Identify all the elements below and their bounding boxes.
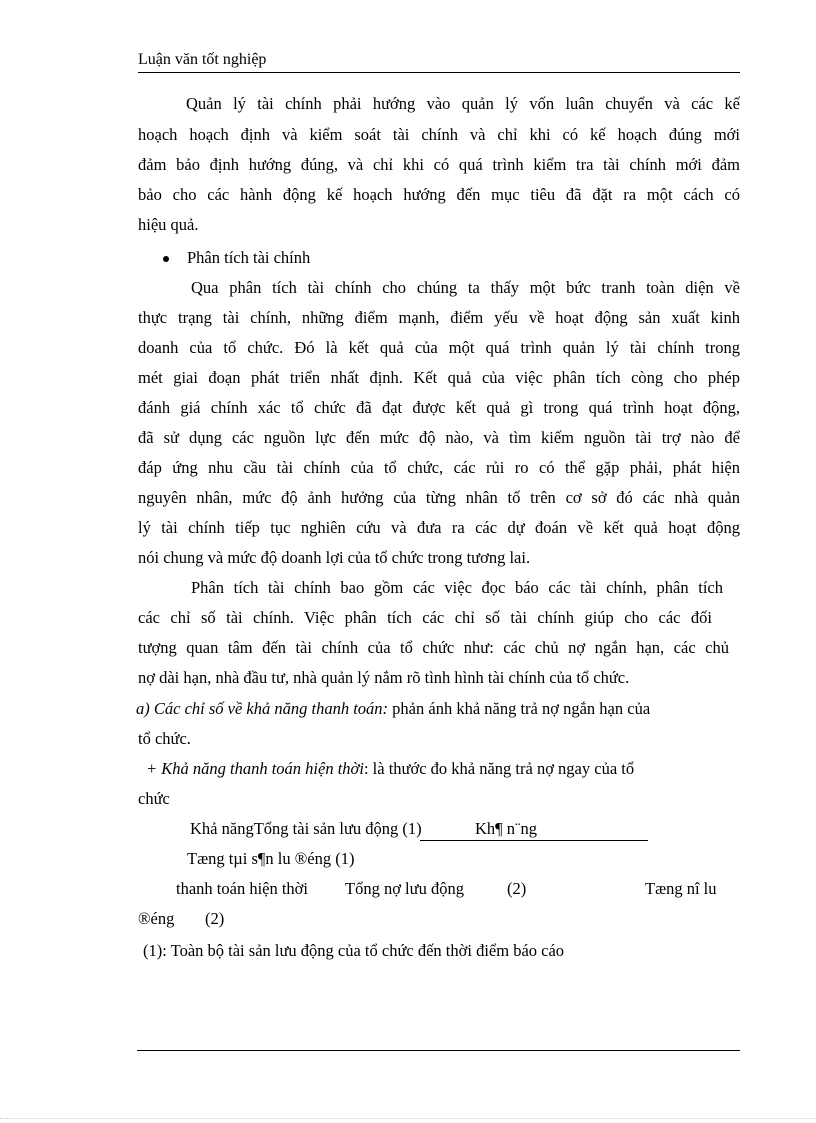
para3-line-2: các chỉ số tài chính. Việc phân tích các chỉ số tài chính giúp cho các đối — [138, 608, 712, 627]
page-bottom-dotted-border — [0, 1118, 816, 1119]
bullet-dot — [163, 256, 169, 262]
para1-line-2: hoạch hoạch định và kiểm soát tài chính và chỉ khi có kế hoạch đúng mới — [138, 125, 740, 144]
para2-line-5: đánh giá chính xác tổ chức đã đạt được kết quả gì trong quá trình hoạt động, — [138, 398, 740, 417]
para2-line-4: mét giai đoạn phát triển nhất định. Kết quả của việc phân tích còng cho phép — [138, 368, 740, 387]
item1-line-1 — [146, 759, 634, 779]
fraction-bar — [420, 840, 648, 841]
para2-line-8: nguyên nhân, mức độ ảnh hưởng của từng nhân tố trên cơ sở đó các nhà quản — [138, 488, 740, 507]
item1-line-2: chức — [138, 789, 170, 808]
item1-title: + Khả năng thanh toán hiện thời — [146, 759, 364, 778]
para1-line-5: hiệu quả. — [138, 215, 199, 234]
formula-label-thanh-toan: thanh toán hiện thời — [176, 879, 308, 898]
formula-garbled-1: Kh¶ n¨ng — [475, 819, 538, 838]
para2-line-3: doanh của tổ chức. Đó là kết quả của một quá trình quản lý tài chính trong — [138, 338, 740, 357]
footer-rule — [137, 1050, 740, 1051]
para2-line-7: đáp ứng nhu cầu tài chính của tổ chức, các rủi ro có thể gặp phải, phát hiện — [138, 458, 740, 477]
para1-line-1: Quản lý tài chính phải hướng vào quản lý vốn luân chuyển và các kế — [186, 94, 740, 113]
formula-garbled-2: Tæng nî lu — [645, 879, 717, 898]
section-a-title: a) Các chỉ số về khả năng thanh toán: — [136, 699, 389, 718]
formula-garbled-4: (2) — [205, 909, 225, 928]
para3-line-3: tượng quan tâm đến tài chính của tổ chức như: các chủ nợ ngắn hạn, các chủ — [138, 638, 729, 657]
formula-label-kha-nang: Khả năng — [190, 819, 254, 838]
bullet-text: Phân tích tài chính — [187, 248, 311, 267]
para2-line-6: đã sử dụng các nguồn lực đến mức độ nào, và tìm kiếm nguồn tài trợ nào để — [138, 428, 740, 447]
note-1: (1): Toàn bộ tài sản lưu động của tổ chức đến thời điểm báo cáo — [143, 941, 565, 960]
section-a-line-2: tổ chức. — [138, 729, 191, 748]
formula-numerator: Tổng tài sản lưu động (1) — [253, 819, 422, 838]
formula-line-2: Tæng tµi s¶n lu ®éng (1) — [187, 849, 355, 868]
formula-denominator-note: (2) — [507, 879, 527, 898]
formula-denominator: Tổng nợ lưu động — [345, 879, 464, 898]
section-a-line-1 — [136, 699, 650, 719]
item1-rest: : là thước đo khả năng trả nợ ngay của tổ — [363, 759, 635, 778]
para2-line-2: thực trạng tài chính, những điểm mạnh, điểm yếu về hoạt động sản xuất kinh — [138, 308, 740, 327]
formula-garbled-3: ®éng — [138, 909, 175, 928]
para3-line-1: Phân tích tài chính bao gồm các việc đọc báo các tài chính, phân tích — [191, 578, 723, 597]
para1-line-4: bảo cho các hành động kế hoạch hướng đến mục tiêu đã đặt ra một cách có — [138, 185, 740, 204]
para2-line-9: lý tài chính tiếp tục nghiên cứu và đưa ra các dự đoán về kết quả hoạt động — [138, 518, 740, 537]
formula-line-1 — [190, 819, 422, 839]
para2-line-1: Qua phân tích tài chính cho chúng ta thấy một bức tranh toàn diện về — [191, 278, 740, 297]
para3-line-4: nợ dài hạn, nhà đầu tư, nhà quản lý nắm rõ tình hình tài chính của tổ chức. — [138, 668, 630, 687]
para1-line-3: đảm bảo định hướng đúng, và chỉ khi có quá trình kiểm tra tài chính mới đảm — [138, 155, 740, 174]
para2-line-10: nói chung và mức độ doanh lợi của tổ chức trong tương lai. — [138, 548, 531, 567]
section-a-rest: phản ánh khả năng trả nợ ngắn hạn của — [388, 699, 651, 718]
page-header — [138, 50, 740, 73]
header-title: Luận văn tốt nghiệp — [138, 51, 267, 68]
